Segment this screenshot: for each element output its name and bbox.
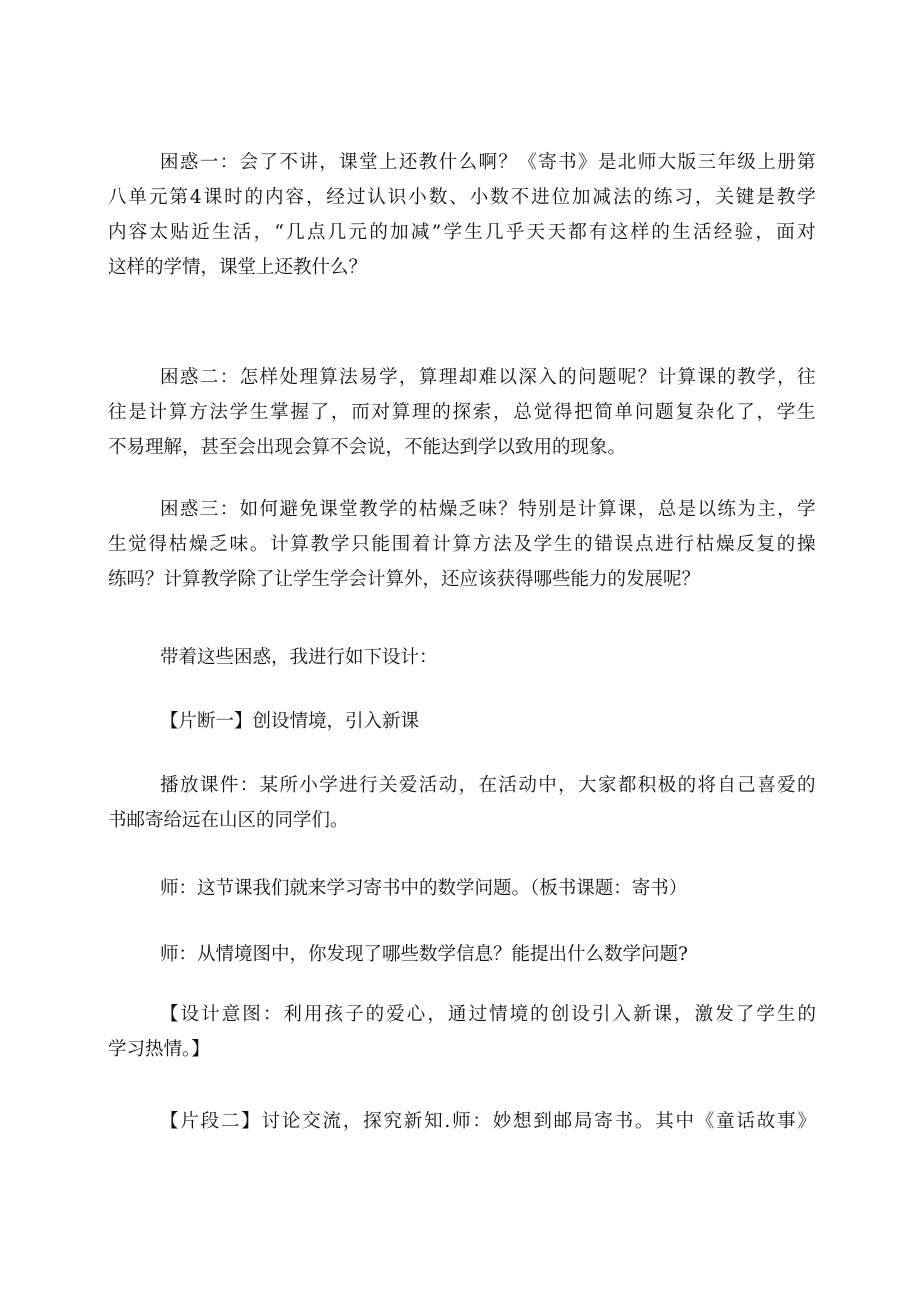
text-line: 书邮寄给远在山区的同学们。 <box>108 810 349 831</box>
paragraph-confusion-two <box>108 360 816 465</box>
text-line: 师：这节课我们就来学习寄书中的数学问题。（板书课题：寄书） <box>160 878 688 899</box>
heading-segment-one <box>108 704 816 739</box>
text-line: 困 惑 一 ： 会 了 不 讲 ， 课 堂 上 还 教 什 么 啊 ？ 《 寄 书 》 是 北 师 大 版 三 年 级 上 册 第 <box>160 152 816 173</box>
text-line: 生 觉 得 枯 燥 乏 味 。 计 算 教 学 只 能 围 着 计 算 方 法 及 学 生 的 错 误 点 进 行 枯 燥 反 复 的 操 <box>108 534 816 555</box>
text-line: 播 放 课 件 ： 某 所 小 学 进 行 关 爱 活 动 ， 在 活 动 中 ， 大 家 都 积 极 的 将 自 己 喜 爱 的 <box>160 775 816 796</box>
paragraph-teacher-question <box>108 937 816 972</box>
text-line: 八 单 元 第 4 课 时 的 内 容 ， 经 过 认 识 小 数 、 小 数 不 进 位 加 减 法 的 练 习 ， 关 键 是 教 学 <box>108 187 816 208</box>
text-line: 【 片 段 二 】 讨 论 交 流 ， 探 究 新 知 . 师 ： 妙 想 到 邮 局 寄 书 。 其 中 《 童 话 故 事 》 <box>160 1111 816 1132</box>
text-line: 学习热情。】 <box>108 1039 210 1060</box>
paragraph-confusion-one <box>108 145 816 285</box>
text-line: 师：从情境图中，你发现了哪些数学信息？能提出什么数学问题? <box>160 944 688 965</box>
text-line: 这样的学情，课堂上还教什么？ <box>108 257 368 278</box>
paragraph-design-intent <box>108 997 816 1067</box>
text-line: 练吗？计算教学除了让学生学会计算外，还应该获得哪些能力的发展呢？ <box>108 569 701 590</box>
paragraph-confusion-three <box>108 492 816 597</box>
paragraph-design-intro <box>108 640 816 675</box>
text-line: 困 惑 二 ： 怎 样 处 理 算 法 易 学 ， 算 理 却 难 以 深 入 的 问 题 呢 ？ 计 算 课 的 教 学 ， 往 <box>160 367 816 388</box>
paragraph-teacher-lesson <box>108 871 816 906</box>
text-line: 困 惑 三 ： 如 何 避 免 课 堂 教 学 的 枯 燥 乏 味 ？ 特 别 是 计 算 课 ， 总 是 以 练 为 主 ， 学 <box>160 499 816 520</box>
heading-segment-two <box>108 1104 816 1139</box>
text-line: 内 容 太 贴 近 生 活 ， “ 几 点 几 元 的 加 减 ” 学 生 几 乎 天 天 都 有 这 样 的 生 活 经 验 ， 面 对 <box>108 222 816 243</box>
text-line: 不易理解，甚至会出现会算不会说，不能达到学以致用的现象。 <box>108 437 627 458</box>
text-line: 【片断一】创设情境，引入新课 <box>160 711 420 732</box>
text-line: 往 是 计 算 方 法 学 生 掌 握 了 ， 而 对 算 理 的 探 索 ， 总 觉 得 把 简 单 问 题 复 杂 化 了 ， 学 生 <box>108 402 816 423</box>
text-line: 【 设 计 意 图 ： 利 用 孩 子 的 爱 心 ， 通 过 情 境 的 创 设 引 入 新 课 ， 激 发 了 学 生 的 <box>160 1004 816 1025</box>
paragraph-courseware <box>108 768 816 838</box>
text-line: 带着这些困惑，我进行如下设计： <box>160 647 438 668</box>
